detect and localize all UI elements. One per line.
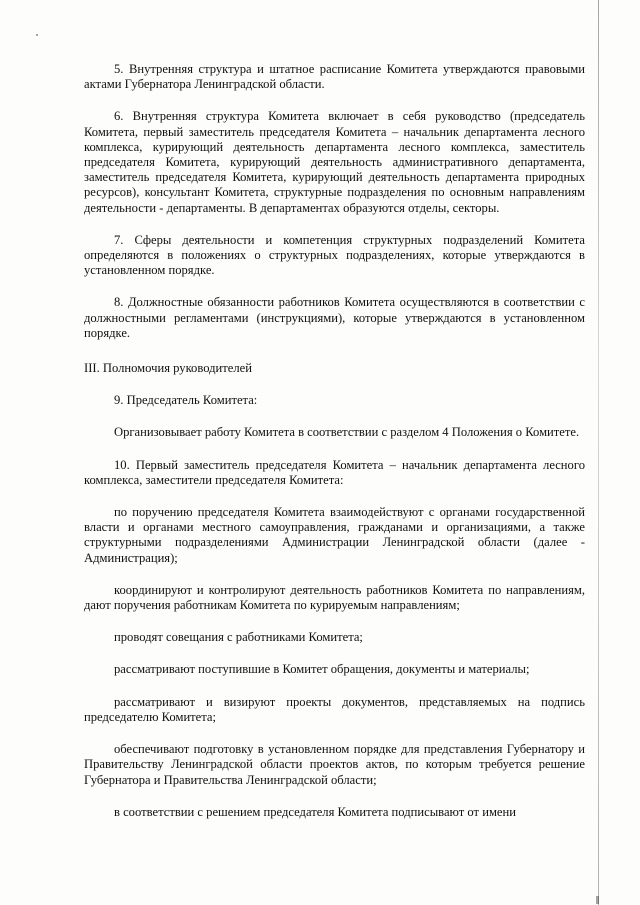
scan-speck — [36, 34, 38, 36]
list-item-review-drafts: рассматривают и визируют проекты документов, представляемых на подпись председателю Комитета; — [84, 694, 585, 724]
paragraph-8: 8. Должностные обязанности работников Комитета осуществляются в соответствии с должностными регламентами (инструкциями), которые утверждаются в установленном порядке. — [84, 295, 585, 340]
paragraph-5: 5. Внутренняя структура и штатное расписание Комитета утверждаются правовыми актами Губернатора Ленинградской области. — [84, 62, 585, 92]
list-item-sign-partial: в соответствии с решением председателя Комитета подписывают от имени — [114, 804, 516, 819]
list-item-review-appeals: рассматривают поступившие в Комитет обращения, документы и материалы; — [114, 662, 530, 677]
list-item-prepare-acts: обеспечивают подготовку в установленном порядке для представления Губернатору и Правительству Ленинградской области проектов актов, по которым требуется решение Губернатора и Правительства Ленинградской области; — [84, 742, 585, 787]
list-item-coordinate: координируют и контролируют деятельность работников Комитета по направлениям, дают поручения работникам Комитета по курируемым направлениям; — [84, 582, 585, 613]
paragraph-9-body: Организовывает работу Комитета в соответствии с разделом 4 Положения о Комитете. — [114, 425, 580, 440]
section-heading: III. Полномочия руководителей — [84, 361, 252, 376]
paragraph-9: 9. Председатель Комитета: — [114, 393, 258, 408]
paragraph-7: 7. Сферы деятельности и компетенция структурных подразделений Комитета определяются в положениях о структурных подразделениях, которые утверждаются в установленном порядке. — [84, 232, 585, 278]
list-item-interact: по поручению председателя Комитета взаимодействуют с органами государственной власти и органами местного самоуправления, гражданами и организациями, а также структурными подразделениями Администрации Ленинградской области (далее - Администрация); — [84, 505, 585, 565]
scan-speck — [596, 896, 599, 904]
paragraph-10: 10. Первый заместитель председателя Комитета – начальник департамента лесного комплекса, заместители председателя Комитета: — [84, 457, 585, 487]
scan-edge-line — [598, 0, 599, 905]
document-body — [84, 62, 585, 820]
list-item-meetings: проводят совещания с работниками Комитета; — [114, 630, 363, 645]
paragraph-6: 6. Внутренняя структура Комитета включает в себя руководство (председатель Комитета, первый заместитель председателя Комитета – начальник департамента лесного комплекса, курирующий деятельность департамента лесного комплекса, заместитель председателя Комитета, курирующий деятельность административного департамента, заместитель председателя Комитета, курирующий деятельность департамента природных ресурсов), консультант Комитета, структурные подразделения по основным направлениям деятельности - департаменты. В департаментах образуются отделы, секторы. — [84, 109, 585, 215]
